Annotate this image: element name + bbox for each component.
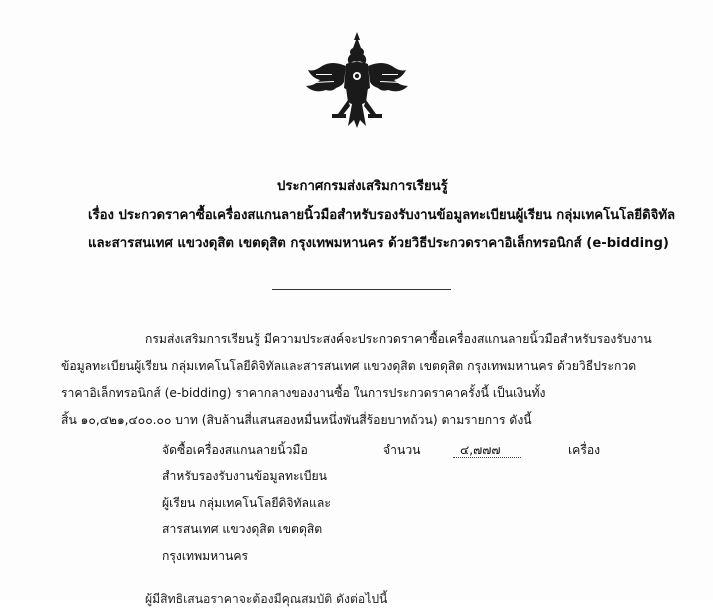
announcement-title: ประกาศกรมส่งเสริมการเรียนรู้ bbox=[277, 179, 448, 194]
cutoff-text-line: ผู้มีสิทธิเสนอราคาจะต้องมีคุณสมบัติ ดังต่อไปนี้ bbox=[145, 592, 388, 606]
quantity-value: ๔,๗๗๗ bbox=[460, 443, 501, 457]
subject-line-1: เรื่อง ประกวดราคาซื้อเครื่องสแกนลายนิ้วมือสำหรับรองรับงานข้อมูลทะเบียนผู้เรียน กลุ่มเทคโนโลยีดิจิทัล bbox=[88, 208, 676, 223]
quantity-label: จำนวน bbox=[383, 443, 421, 457]
garuda-emblem-icon bbox=[302, 30, 412, 130]
item-description-line: จัดซื้อเครื่องสแกนลายนิ้วมือ bbox=[162, 443, 308, 457]
subject-line-2: และสารสนเทศ แขวงดุสิต เขตดุสิต กรุงเทพมหานคร ด้วยวิธีประกวดราคาอิเล็กทรอนิกส์ (e-bidding) bbox=[88, 236, 669, 251]
quantity-underline bbox=[453, 457, 521, 459]
title-divider bbox=[272, 289, 451, 290]
body-paragraph-line-2: ข้อมูลทะเบียนผู้เรียน กลุ่มเทคโนโลยีดิจิทัลและสารสนเทศ แขวงดุสิต เขตดุสิต กรุงเทพมหานคร ด้วยวิธีประกวด bbox=[61, 359, 637, 373]
quantity-unit: เครื่อง bbox=[568, 443, 601, 457]
body-paragraph-line-1: กรมส่งเสริมการเรียนรู้ มีความประสงค์จะประกวดราคาซื้อเครื่องสแกนลายนิ้วมือสำหรับรองรับงาน bbox=[145, 332, 652, 346]
body-paragraph-line-4: สิ้น ๑๐,๔๒๑,๔๐๐.๐๐ บาท (สิบล้านสี่แสนสองหมื่นหนึ่งพันสี่ร้อยบาทถ้วน) ตามรายการ ดังนี้ bbox=[61, 413, 532, 427]
item-description-line: สำหรับรองรับงานข้อมูลทะเบียน bbox=[162, 469, 327, 483]
item-description-line: กรุงเทพมหานคร bbox=[162, 549, 249, 563]
item-description-line: สารสนเทศ แขวงดุสิต เขตดุสิต bbox=[162, 522, 323, 536]
body-paragraph-line-3: ราคาอิเล็กทรอนิกส์ (e-bidding) ราคากลางของงานซื้อ ในการประกวดราคาครั้งนี้ เป็นเงินทั้ง bbox=[61, 386, 546, 400]
item-description-line: ผู้เรียน กลุ่มเทคโนโลยีดิจิทัลและ bbox=[162, 496, 331, 510]
